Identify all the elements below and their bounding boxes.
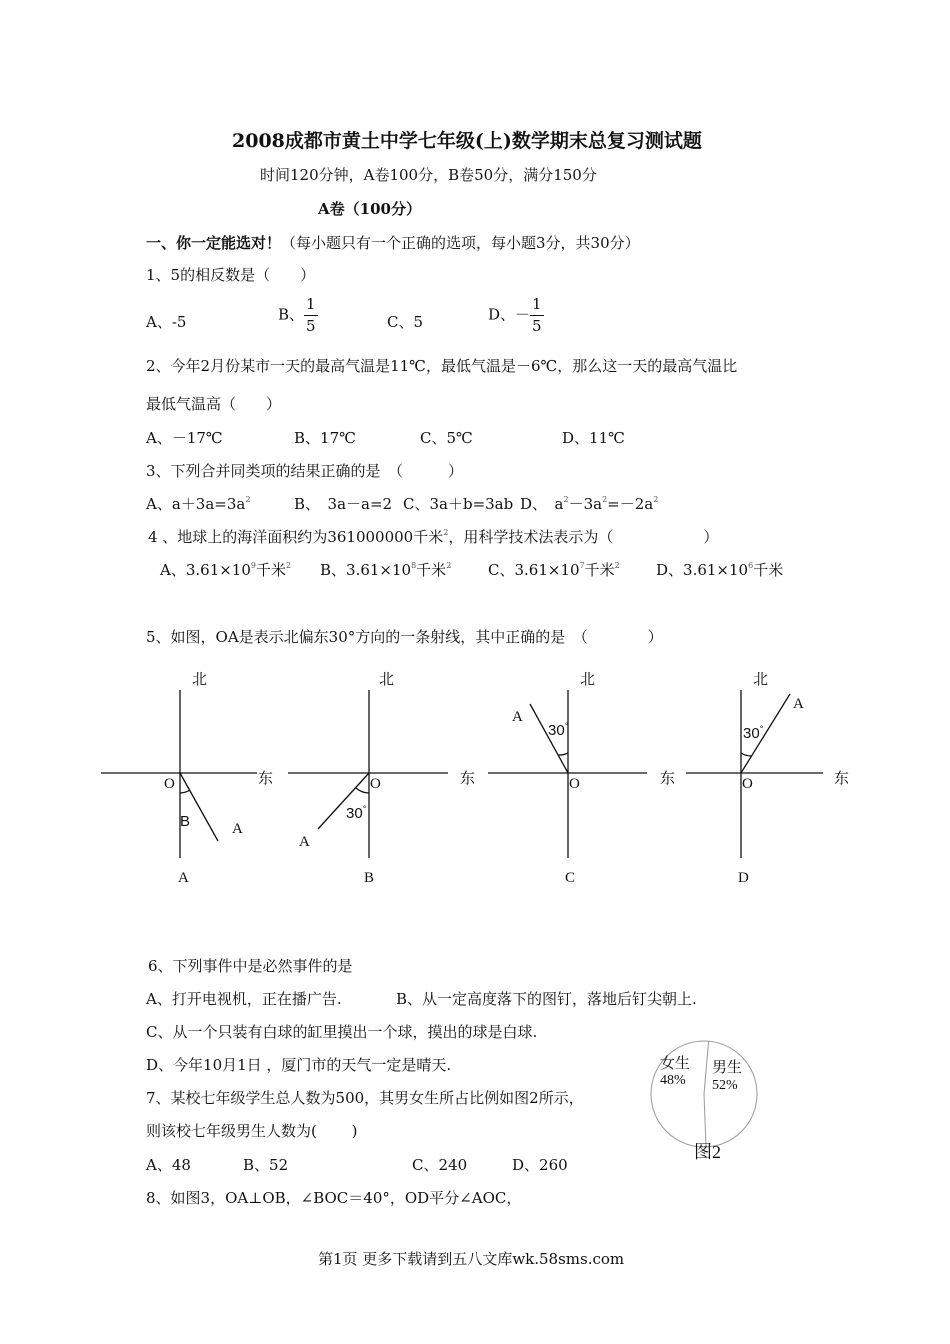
q5-stem: 5、如图，OA是表示北偏东30°方向的一条射线，其中正确的是 （ ） [146, 628, 663, 646]
pie-slice-boundary-1 [704, 1094, 706, 1147]
page-footer: 第1页 更多下载请到五八文库wk.58sms.com [318, 1250, 625, 1268]
q6-option-c: C、从一个只装有白球的缸里摸出一个球，摸出的球是白球. [146, 1023, 538, 1041]
diagram-c-angle-value: 30° [548, 721, 569, 739]
diagram-a-east-label: 东 [258, 771, 274, 787]
diagram-d-angle-value: 30° [743, 724, 764, 742]
q1-option-d [488, 297, 544, 334]
q8-stem: 8、如图3，OA⊥OB，∠BOC＝40°，OD平分∠AOC， [146, 1189, 522, 1207]
page-title: 2008成都市黄土中学七年级(上)数学期末总复习测试题 [232, 130, 702, 152]
q5-diagrams [0, 660, 950, 900]
q2-option-d: D、11℃ [562, 429, 625, 447]
q6-option-d: D、今年10月1日 ，厦门市的天气一定是晴天. [146, 1056, 452, 1074]
q6-option-b: B、从一定高度落下的图钉，落地后钉尖朝上. [396, 990, 697, 1008]
q7-option-d: D、260 [512, 1156, 568, 1174]
q1-option-b-prefix: B、 [278, 305, 305, 324]
diagram-a-angle-label: B [180, 813, 191, 830]
diagram-a-north-label: 北 [192, 672, 208, 688]
q1-option-b-fraction: $\frac{1}{5}$ [306, 295, 316, 335]
part1-heading [146, 232, 640, 253]
q7-option-b: B、52 [243, 1156, 289, 1174]
pie-label-male: 男生 [712, 1060, 743, 1076]
q1-option-d-prefix: D、－ [488, 305, 531, 324]
diagram-d-east-label: 东 [834, 771, 850, 787]
q7-stem-line2: 则该校七年级男生人数为( ) [146, 1122, 358, 1140]
q4-option-c: C、$3.61\times 10^7$千米$^2$ [488, 561, 620, 579]
diagram-b-caption: B [364, 870, 375, 886]
diagram-d-origin-label: O [742, 776, 753, 792]
q4-option-a: A、$3.61\times 10^9$千米$^2$ [160, 561, 292, 579]
q1-option-a: A、-5 [146, 313, 187, 331]
diagram-c-caption: C [565, 870, 576, 886]
q3-option-b: B、 3a－a=2 [294, 495, 393, 513]
q1-option-c: C、5 [387, 313, 424, 331]
q1-stem: 1、5的相反数是（ ） [146, 266, 316, 284]
q2-option-a: A、－17℃ [146, 429, 223, 447]
q7-option-a: A、48 [146, 1156, 191, 1174]
q7-stem-line1: 7、某校七年级学生总人数为500，其男女生所占比例如图2所示， [146, 1089, 584, 1107]
q7-option-c: C、240 [412, 1156, 468, 1174]
q3-option-c: C、3a＋b=3ab [403, 495, 514, 513]
q4-option-d: D、$3.61\times 10^6$千米 [656, 561, 784, 579]
q2-option-c: C、5℃ [420, 429, 473, 447]
pie-value-female: 48% [660, 1073, 686, 1088]
q6-option-a: A、打开电视机，正在播广告. [146, 990, 342, 1008]
exam-info: 时间120分钟，A卷100分，B卷50分，满分150分 [260, 166, 597, 184]
q1-option-b [278, 297, 318, 334]
q4-stem: 4 、地球上的海洋面积约为361000000千米$^2$，用科学技术法表示为（ ） [148, 528, 719, 546]
pie-label-female: 女生 [660, 1056, 691, 1072]
q2-option-b: B、17℃ [294, 429, 356, 447]
q3-stem: 3、下列合并同类项的结果正确的是 （ ） [146, 462, 464, 480]
diagram-c-east-label: 东 [660, 771, 676, 787]
diagram-b-ray-label: A [299, 834, 310, 850]
diagram-a-origin-label: O [164, 776, 175, 792]
figure2-caption: 图2 [694, 1142, 721, 1160]
diagram-d-ray-label: A [793, 696, 804, 712]
part1-heading-note: （每小题只有一个正确的选项，每小题3分，共30分） [281, 234, 640, 252]
diagram-c-north-label: 北 [580, 672, 596, 688]
q6-stem: 6、下列事件中是必然事件的是 [148, 957, 353, 975]
diagram-a-ray-label: A [232, 821, 243, 837]
diagram-a-caption: A [178, 870, 189, 886]
diagram-b-east-label: 东 [460, 771, 476, 787]
diagram-d-caption: D [738, 870, 749, 886]
q2-stem-line2: 最低气温高（ ） [146, 395, 282, 413]
q2-stem-line1: 2、今年2月份某市一天的最高气温是11℃，最低气温是－6℃，那么这一天的最高气温比 [146, 357, 738, 375]
q4-option-b: B、$3.61\times 10^8$千米$^2$ [320, 561, 452, 579]
pie-value-male: 52% [712, 1078, 738, 1093]
diagram-c-ray-label: A [512, 709, 523, 725]
diagram-b-north-label: 北 [379, 672, 395, 688]
diagram-b-angle-value: 30° [346, 804, 367, 822]
figure2-pie-chart [640, 1030, 770, 1160]
part1-heading-bold: 一、你一定能选对！ [146, 234, 282, 252]
diagram-c-origin-label: O [569, 776, 580, 792]
section-a-heading: A卷（100分） [318, 200, 421, 218]
q1-option-d-fraction: $\frac{1}{5}$ [532, 295, 542, 335]
q3-option-d: D、 $a^2-3a^2=-2a^2$ [520, 495, 659, 513]
diagram-b-origin-label: O [370, 776, 381, 792]
q3-option-a: A、$a+3a=3a^2$ [146, 495, 251, 513]
pie-slice-boundary-0 [704, 1041, 709, 1094]
diagram-d-north-label: 北 [753, 672, 769, 688]
